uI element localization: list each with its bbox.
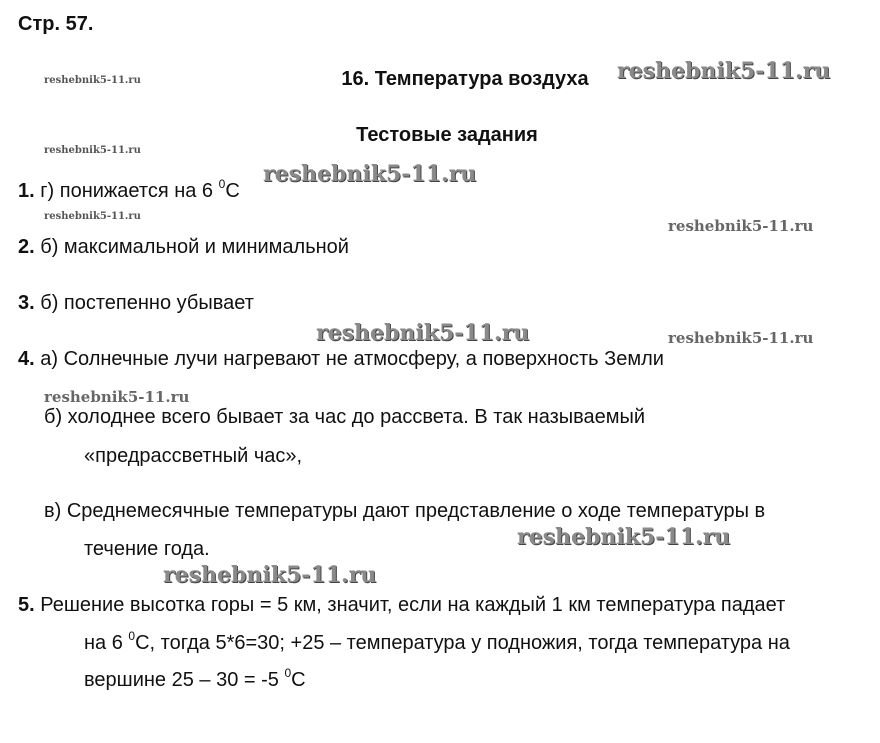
section-subtitle: Тестовые задания (356, 124, 538, 146)
watermark: reshebnik5-11.ru (263, 161, 477, 187)
watermark: reshebnik5-11.ru (44, 145, 141, 156)
answer-number: 5. (18, 594, 35, 616)
text-segment: вершине 25 – 30 = -5 (84, 669, 285, 691)
answer-5-line-2 (84, 629, 790, 655)
degree-superscript: 0 (284, 666, 292, 680)
watermark: reshebnik5-11.ru (668, 329, 814, 347)
watermark: reshebnik5-11.ru (44, 388, 190, 406)
answer-4-b-line-2: «предрассветный час», (84, 445, 303, 467)
answer-text: б) постепенно убывает (34, 292, 254, 314)
watermark: reshebnik5-11.ru (617, 58, 831, 84)
answer-number: 1. (18, 180, 35, 202)
degree-superscript: 0 (218, 177, 226, 191)
watermark: reshebnik5-11.ru (44, 75, 141, 86)
text-segment: С, тогда 5*6=30; +25 – температура у подножия, тогда температура на (135, 632, 790, 654)
text-segment: на 6 (84, 632, 129, 654)
unit: С (225, 180, 240, 202)
answer-text: б) максимальной и минимальной (34, 236, 349, 258)
page-title: 16. Температура воздуха (341, 68, 589, 90)
answer-5-line-3 (84, 666, 306, 692)
degree-superscript: 0 (128, 629, 136, 643)
answer-3 (18, 292, 254, 315)
watermark: reshebnik5-11.ru (517, 524, 731, 550)
answer-2 (18, 236, 349, 259)
answer-5 (18, 594, 785, 617)
answer-4-c-line-2: течение года. (84, 538, 210, 560)
answer-number: 4. (18, 348, 35, 370)
answer-4 (18, 348, 664, 371)
text-segment: С (291, 669, 306, 691)
watermark: reshebnik5-11.ru (668, 217, 814, 235)
answer-1 (18, 177, 240, 203)
answer-text-line-1: Решение высотка горы = 5 км, значит, если на каждый 1 км температура падает (34, 594, 786, 616)
answer-text-a: а) Солнечные лучи нагревают не атмосферу, а поверхность Земли (34, 348, 664, 370)
answer-number: 2. (18, 236, 35, 258)
answer-text: г) понижается на 6 (34, 180, 219, 202)
page-label: Стр. 57. (18, 13, 94, 35)
watermark: reshebnik5-11.ru (316, 320, 530, 346)
watermark: reshebnik5-11.ru (44, 211, 141, 222)
watermark: reshebnik5-11.ru (163, 562, 377, 588)
answer-number: 3. (18, 292, 35, 314)
answer-4-b-line-1: б) холоднее всего бывает за час до рассвета. В так называемый (44, 406, 646, 428)
answer-4-c-line-1: в) Среднемесячные температуры дают представление о ходе температуры в (44, 500, 766, 522)
